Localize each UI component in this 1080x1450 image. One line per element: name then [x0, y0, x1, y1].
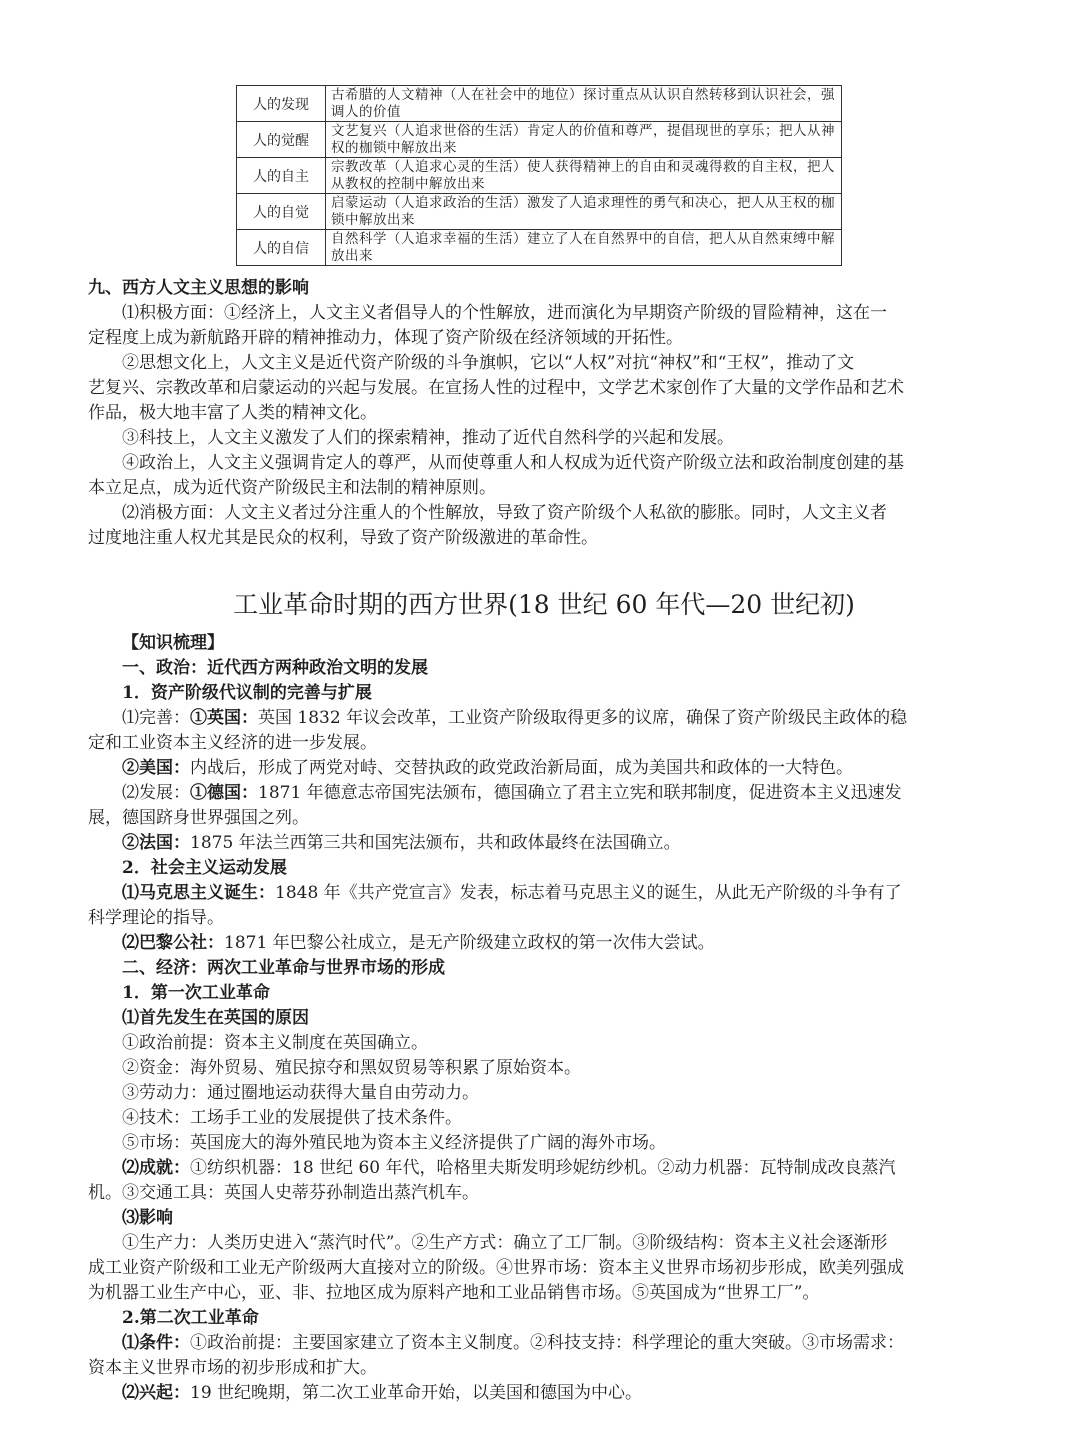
paragraph-line: 成工业资产阶级和工业无产阶级两大直接对立的阶级。④世界市场：资本主义世界市场初步形成，欧美列强成 — [88, 1258, 904, 1278]
paragraph-line — [88, 756, 1000, 781]
subsection-heading: 1．第一次工业革命 — [122, 983, 270, 1003]
paragraph-line: ④政治上，人文主义强调肯定人的尊严，从而使尊重人和人权成为近代资产阶级立法和政治制度创建的基 — [122, 453, 904, 473]
paragraph-line — [88, 881, 1000, 906]
paragraph-line: ③科技上，人文主义激发了人们的探索精神，推动了近代自然科学的兴起和发展。 — [122, 428, 734, 448]
paragraph-line — [88, 1156, 1000, 1181]
row-key: 人的自信 — [237, 230, 326, 266]
bold-term: ⑴马克思主义诞生： — [122, 883, 275, 903]
paragraph-prefix: ⑵发展： — [122, 783, 190, 803]
bold-term: ①英国： — [190, 708, 258, 728]
table-row — [237, 122, 842, 158]
bold-term: ①德国： — [190, 783, 258, 803]
row-key: 人的自觉 — [237, 194, 326, 230]
row-key: 人的觉醒 — [237, 122, 326, 158]
list-item: ①政治前提：资本主义制度在英国确立。 — [122, 1033, 428, 1053]
paragraph-line: 作品，极大地丰富了人类的精神文化。 — [88, 403, 377, 423]
paragraph-line — [88, 706, 1000, 731]
bold-term: ⑵成就： — [122, 1158, 190, 1178]
paragraph-prefix: ⑴完善： — [122, 708, 190, 728]
paragraph-text: 19 世纪晚期，第二次工业革命开始，以美国和德国为中心。 — [190, 1383, 643, 1403]
subsection-heading: ⑴首先发生在英国的原因 — [122, 1008, 309, 1028]
table-row — [237, 158, 842, 194]
row-value: 自然科学（人追求幸福的生活）建立了人在自然界中的自信，把人从自然束缚中解放出来 — [326, 230, 842, 266]
paragraph-text: ①政治前提：主要国家建立了资本主义制度。②科技支持：科学理论的重大突破。③市场需求： — [190, 1333, 904, 1353]
list-item: ②资金：海外贸易、殖民掠夺和黑奴贸易等积累了原始资本。 — [122, 1058, 581, 1078]
paragraph-line — [88, 1381, 1000, 1406]
row-value: 宗教改革（人追求心灵的生活）使人获得精神上的自由和灵魂得救的自主权，把人从教权的控制中解放出来 — [326, 158, 842, 194]
paragraph-line: ②思想文化上，人文主义是近代资产阶级的斗争旗帜，它以“人权”对抗“神权”和“王权”，推动了文 — [122, 353, 855, 373]
paragraph-text: 1871 年德意志帝国宪法颁布，德国确立了君主立宪和联邦制度，促进资本主义迅速发 — [258, 783, 902, 803]
subsection-heading: ⑶影响 — [122, 1208, 173, 1228]
paragraph-line: 资本主义世界市场的初步形成和扩大。 — [88, 1358, 377, 1378]
subsection-heading: 2.第二次工业革命 — [122, 1308, 259, 1328]
paragraph-line: 展，德国跻身世界强国之列。 — [88, 808, 309, 828]
row-value: 古希腊的人文精神（人在社会中的地位）探讨重点从认识自然转移到认识社会，强调人的价值 — [326, 86, 842, 122]
paragraph-line: 机。③交通工具：英国人史蒂芬孙制造出蒸汽机车。 — [88, 1183, 479, 1203]
paragraph-text: 内战后，形成了两党对峙、交替执政的政党政治新局面，成为美国共和政体的一大特色。 — [190, 758, 853, 778]
paragraph-line — [88, 1331, 1000, 1356]
section-heading: 九、西方人文主义思想的影响 — [88, 278, 309, 298]
humanism-summary-table — [236, 85, 842, 266]
paragraph-line: ①生产力：人类历史进入“蒸汽时代”。②生产方式：确立了工厂制。③阶级结构：资本主义社会逐渐形 — [122, 1233, 888, 1253]
table-row — [237, 230, 842, 266]
bold-term: ⑴条件： — [122, 1333, 190, 1353]
paragraph-line: 艺复兴、宗教改革和启蒙运动的兴起与发展。在宣扬人性的过程中，文学艺术家创作了大量的文学作品和艺术 — [88, 378, 904, 398]
paragraph-text: 1848 年《共产党宣言》发表，标志着马克思主义的诞生，从此无产阶级的斗争有了 — [275, 883, 902, 903]
paragraph-line — [88, 781, 1000, 806]
list-item: ③劳动力：通过圈地运动获得大量自由劳动力。 — [122, 1083, 479, 1103]
row-value: 启蒙运动（人追求政治的生活）激发了人追求理性的勇气和决心，把人从王权的枷锁中解放出来 — [326, 194, 842, 230]
paragraph-text: 英国 1832 年议会改革，工业资产阶级取得更多的议席，确保了资产阶级民主政体的稳 — [258, 708, 908, 728]
paragraph-line: 为机器工业生产中心，亚、非、拉地区成为原料产地和工业品销售市场。⑤英国成为“世界工厂”。 — [88, 1283, 820, 1303]
row-key: 人的自主 — [237, 158, 326, 194]
section-heading: 二、经济：两次工业革命与世界市场的形成 — [122, 958, 445, 978]
bold-term: ⑵巴黎公社： — [122, 933, 224, 953]
paragraph-text: 1875 年法兰西第三共和国宪法颁布，共和政体最终在法国确立。 — [190, 833, 681, 853]
paragraph-text: ①纺织机器：18 世纪 60 年代，哈格里夫斯发明珍妮纺纱机。②动力机器：瓦特制成改良蒸汽 — [190, 1158, 896, 1178]
table-row — [237, 194, 842, 230]
row-value: 文艺复兴（人追求世俗的生活）肯定人的价值和尊严，提倡现世的享乐；把人从神权的枷锁中解放出来 — [326, 122, 842, 158]
paragraph-line: 科学理论的指导。 — [88, 908, 224, 928]
paragraph-text: 1871 年巴黎公社成立，是无产阶级建立政权的第一次伟大尝试。 — [224, 933, 715, 953]
paragraph-line: ⑵消极方面：人文主义者过分注重人的个性解放，导致了资产阶级个人私欲的膨胀。同时，人文主义者 — [122, 503, 887, 523]
paragraph-line — [88, 931, 1000, 956]
subsection-heading: 1．资产阶级代议制的完善与扩展 — [122, 683, 372, 703]
subsection-heading: 2．社会主义运动发展 — [122, 858, 287, 878]
bold-term: ②美国： — [122, 758, 190, 778]
section-heading: 一、政治：近代西方两种政治文明的发展 — [122, 658, 428, 678]
paragraph-line: 定和工业资本主义经济的进一步发展。 — [88, 733, 377, 753]
paragraph-line: 过度地注重人权尤其是民众的权利，导致了资产阶级激进的革命性。 — [88, 528, 598, 548]
paragraph-line: ⑴积极方面：①经济上，人文主义者倡导人的个性解放，进而演化为早期资产阶级的冒险精神，这在一 — [122, 303, 887, 323]
list-item: ⑤市场：英国庞大的海外殖民地为资本主义经济提供了广阔的海外市场。 — [122, 1133, 666, 1153]
paragraph-line: 定程度上成为新航路开辟的精神推动力，体现了资产阶级在经济领域的开拓性。 — [88, 328, 683, 348]
knowledge-label: 【知识梳理】 — [122, 633, 224, 653]
paragraph-line: 本立足点，成为近代资产阶级民主和法制的精神原则。 — [88, 478, 496, 498]
document-content — [88, 276, 1000, 1406]
table-row — [237, 86, 842, 122]
paragraph-line — [88, 831, 1000, 856]
row-key: 人的发现 — [237, 86, 326, 122]
bold-term: ②法国： — [122, 833, 190, 853]
chapter-title: 工业革命时期的西方世界(18 世纪 60 年代—20 世纪初) — [233, 590, 855, 619]
list-item: ④技术：工场手工业的发展提供了技术条件。 — [122, 1108, 462, 1128]
bold-term: ⑵兴起： — [122, 1383, 190, 1403]
